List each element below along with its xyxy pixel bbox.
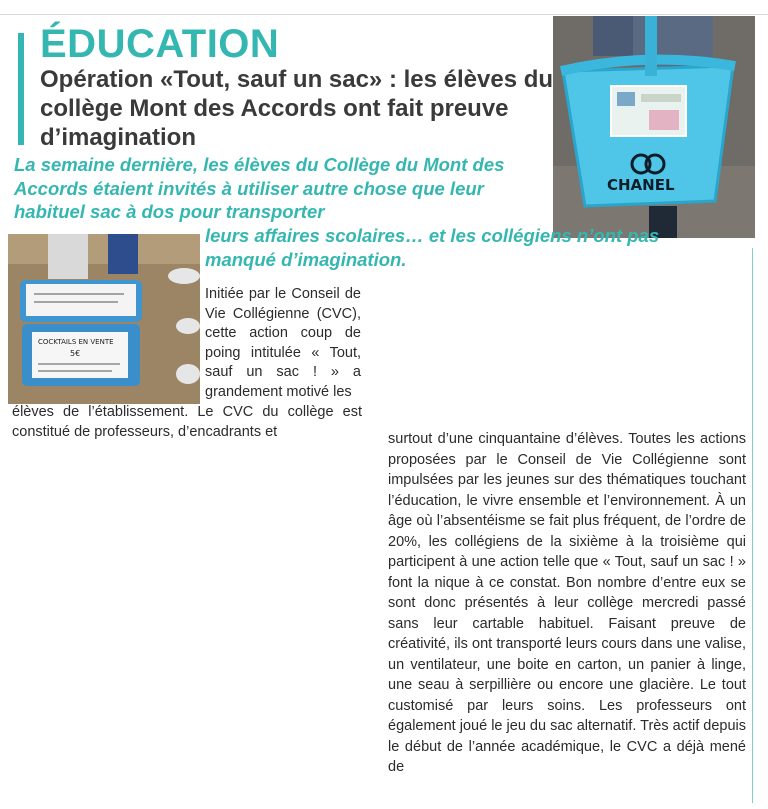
bucket-photo-illustration	[553, 16, 755, 238]
section-label: ÉDUCATION	[40, 22, 280, 66]
lead-paragraph: La semaine dernière, les élèves du Collège du Mont des Accords étaient invités à utiliser autre chose que leur habituel sac à dos pour transporter	[14, 154, 505, 222]
section-accent-bar	[18, 33, 24, 145]
column-rule	[752, 248, 753, 803]
cooler-photo-illustration	[8, 234, 200, 404]
article-headline: Opération «Tout, sauf un sac» : les élèves du collège Mont des Accords ont fait preuve d’imagination	[40, 66, 554, 151]
lead-paragraph-continued: leurs affaires scolaires… et les collégiens n’ont pas manqué d’imagination.	[205, 225, 660, 270]
body-column-1-top: Initiée par le Conseil de Vie Collégienne (CVC), cette action coup de poing intitulée « Tout, sauf un sac ! » a grandement motivé les	[205, 286, 361, 400]
cooler-photo	[8, 234, 200, 404]
body-column-2: surtout d’une cinquantaine d’élèves. Toutes les actions proposées par le Conseil de Vie Collégienne sont impulsées par les jeunes sur des thématiques touchant l’éducation, le vivre ensemble et l’environnement. À un âge où l’absentéisme se fait plus fréquent, de l’ordre de 20%, les collégiens de la sixième à la troisième qui participent à une action telle que « Tout, sauf un sac ! » font la nique à ce constat. Bon nombre d’entre eux se sont donc présentés à leur collège mercredi passé sans leur cartable habituel. Faisant preuve de créativité, ils ont transporté leurs cours dans une valise, un ventilateur, une boite en carton, un panier à linge, une seau à serpillière ou encore une glacière. Le tout customisé par leurs soins. Les professeurs ont également joué le jeu du sac alternatif. Très actif depuis le début de l’année académique, le CVC a déjà mené de	[388, 431, 746, 775]
body-column-1-bottom: élèves de l’établissement. Le CVC du collège est constitué de professeurs, d’encadrants et	[12, 404, 362, 440]
cooler-label-text: COCKTAILS EN VENTE	[38, 338, 114, 346]
cooler-price-text: 5€	[70, 349, 81, 358]
bucket-chanel-text: CHANEL	[607, 176, 675, 194]
bucket-photo	[553, 16, 755, 238]
top-rule	[0, 0, 768, 15]
